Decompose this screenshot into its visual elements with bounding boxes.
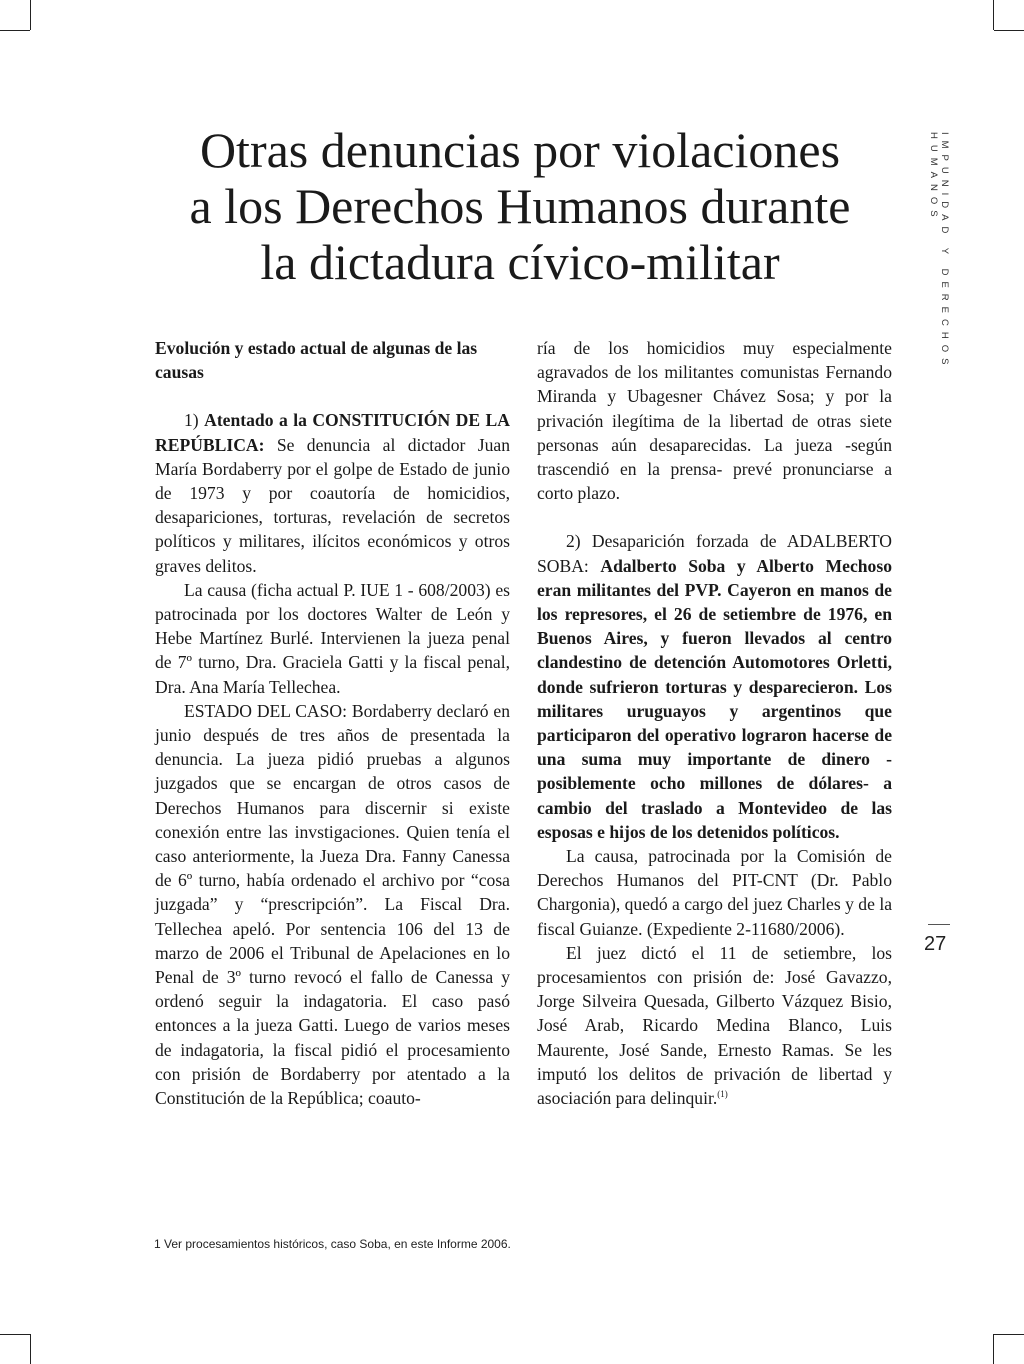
item-2-heading: 2) Desaparición forzada de ADALBERTO SOBA:: [537, 531, 892, 576]
section-subheading: Evolución y estado actual de algunas de las causas: [155, 338, 478, 383]
page-number-rule: [928, 924, 950, 925]
crop-mark-top-right-v: [993, 0, 994, 30]
page-title: [150, 122, 890, 290]
crop-mark-top-left-h: [0, 30, 30, 31]
paragraph-causa-pit-cnt: La causa, patrocinada por la Comisión de Derechos Humanos del PIT-CNT (Dr. Pablo Chargonia), quedó a cargo del juez Charles y de la fiscal Guianze. (Expediente 2-11680/2006).: [537, 846, 893, 939]
paragraph-item-2: [537, 529, 892, 844]
paragraph-causa: La causa (ficha actual P. IUE 1 - 608/2003) es patrocinada por los doctores Walter de León y Hebe Martínez Burlé. Intervienen la jueza penal de 7º turno, Dra. Graciela Gatti y la fiscal penal, Dra. Ana María Tellechea.: [155, 579, 510, 697]
section-running-head: IMPUNIDAD Y DERECHOS HUMANOS: [928, 132, 950, 371]
title-line-2: a los Derechos Humanos durante: [189, 178, 851, 234]
title-line-3: la dictadura cívico-militar: [260, 234, 780, 290]
crop-mark-top-left-v: [30, 0, 31, 30]
paragraph-continuation: ría de los homicidios muy especialmente agravados de los militantes comunistas Fernando Miranda y Ubagesner Chávez Sosa; y por la privación ilegítima de la libertad de otras siete personas aún desaparecidas. La jueza -según trascendió en la prensa- prevé pronunciarse a corto plazo.: [537, 338, 892, 504]
footnote: 1 Ver procesamientos históricos, caso Soba, en este Informe 2006.: [154, 1237, 511, 1251]
footnote-reference: (1): [717, 1089, 728, 1100]
item-1-heading: Atentado a la CONSTITUCIÓN DE LA REPÚBLICA:: [155, 410, 510, 455]
crop-mark-bottom-right-h: [994, 1334, 1024, 1335]
spacer: [537, 505, 892, 529]
page-number: 27: [924, 933, 947, 955]
left-column: [155, 336, 510, 1110]
item-1-number: 1): [184, 410, 205, 431]
title-line-1: Otras denuncias por violaciones: [199, 122, 841, 178]
crop-mark-top-right-h: [994, 30, 1024, 31]
procesamientos-text: El juez dictó el 11 de setiembre, los procesamientos con prisión de: José Gavazzo, Jorge Silveira Quesada, Gilberto Vázquez Bisio, José Arab, Ricardo Medina Blanco, Luis Maurente, José Sande, Ernesto Ramas. Se les imputó los delitos de privación de libertad y asociación para delinquir.: [537, 942, 892, 1109]
crop-mark-bottom-left-h: [0, 1334, 30, 1335]
crop-mark-bottom-right-v: [993, 1334, 994, 1364]
paragraph-item-1: [155, 408, 510, 577]
spacer: [155, 384, 510, 408]
item-2-bold-text: Adalberto Soba y Alberto Mechoso eran militantes del PVP. Cayeron en manos de los represores, el 26 de setiembre de 1976, en Buenos Aires, y fueron llevados al centro clandestino de detención Automotores Orletti, donde sufrieron torturas y desparecieron. Los militares uruguayos y argentinos que participaron del operativo lograron hacerse de una suma muy importante de dinero -posiblemente ocho millones de dólares- a cambio del traslado a Montevideo de las esposas e hijos de los detenidos políticos.: [537, 555, 892, 842]
crop-mark-bottom-left-v: [30, 1334, 31, 1364]
paragraph-procesamientos: [537, 941, 892, 1110]
paragraph-estado-del-caso: ESTADO DEL CASO: Bordaberry declaró en junio después de tres años de presentada la denuncia. La jueza pidió pruebas a algunos juzgados que se encargan de otros casos de Derechos Humanos para discernir si existe conexión entre las invstigaciones. Quien tenía el caso anteriormente, la Jueza Dra. Fanny Canessa de 6º turno, había ordenado el archivo por “cosa juzgada” y “prescripción”. La Fiscal Dra. Tellechea apeló. Por sentencia 106 del 13 de marzo de 2006 el Tribunal de Apelaciones en lo Penal de 3º turno revocó el fallo de Canessa y ordenó seguir la indagatoria. El caso pasó entonces a la jueza Gatti. Luego de varios meses de indagatoria, la fiscal pidió el procesamiento con prisión de Bordaberry por atentado a la Constitución de la República; coauto-: [155, 700, 510, 1109]
item-1-text: Se denuncia al dictador Juan María Bordaberry por el golpe de Estado de junio de 1973 y por coautoría de homicidios, desapariciones, torturas, revelación de secretos políticos y militares, ilícitos económicos y otros graves delitos.: [155, 434, 510, 576]
right-column: [537, 336, 892, 1110]
